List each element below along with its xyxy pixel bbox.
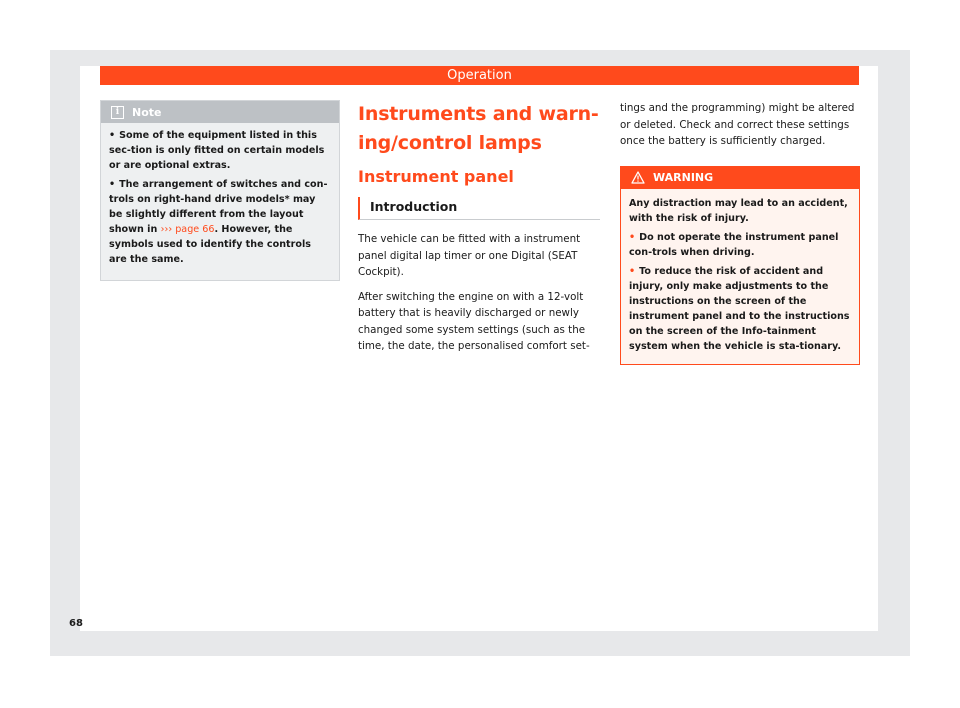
warning-intro: Any distraction may lead to an accident, with the risk of injury. — [629, 197, 848, 224]
page-subtitle: Instrument panel — [358, 167, 514, 186]
info-icon: i — [111, 106, 124, 119]
body-paragraph: After switching the engine on with a 12-volt battery that is heavily discharged or newly changed some system settings (such as the time, the date, the personalised comfort set- — [358, 290, 590, 352]
warning-item: • To reduce the risk of accident and injury, only make adjustments to the instructions on the screen of the instrument panel and to the instructions on the screen of the Info-tainment system when the vehicle is sta-tionary. — [629, 264, 851, 354]
body-paragraph: tings and the programming) might be altered or deleted. Check and correct these settings once the battery is sufficiently charged. — [620, 102, 855, 147]
warning-header — [621, 167, 859, 189]
note-item: • Some of the equipment listed in this sec-tion is only fitted on certain models or are optional extras. — [109, 128, 331, 173]
right-column — [620, 100, 860, 365]
note-title: Note — [132, 105, 162, 119]
page-title: Instruments and warn- ing/control lamps — [358, 103, 599, 154]
section-header-label: Operation — [447, 68, 512, 83]
section-heading: Introduction — [358, 197, 600, 220]
warning-body — [621, 189, 859, 364]
note-header — [101, 101, 339, 123]
warning-item: • Do not operate the instrument panel con-trols when driving. — [629, 230, 851, 260]
link-arrows: ››› — [160, 224, 173, 235]
note-box — [100, 100, 340, 281]
page-link[interactable] — [161, 224, 215, 235]
page-number: 68 — [69, 618, 83, 629]
note-item: • The arrangement of switches and con-trols on right-hand drive models* may be slightly different from the layout shown in ››› page 66. However, the symbols used to identify the controls are the same. — [109, 177, 331, 267]
warning-title: WARNING — [653, 171, 714, 184]
warning-box — [620, 166, 860, 365]
left-column — [100, 100, 340, 281]
section-header — [100, 66, 859, 85]
middle-column — [358, 100, 600, 355]
link-text: page 66 — [175, 224, 215, 235]
body-paragraph: The vehicle can be fitted with a instrument panel digital lap timer or one Digital (SEAT Cockpit). — [358, 233, 581, 278]
warning-triangle-icon — [631, 171, 645, 184]
note-body — [101, 123, 339, 280]
